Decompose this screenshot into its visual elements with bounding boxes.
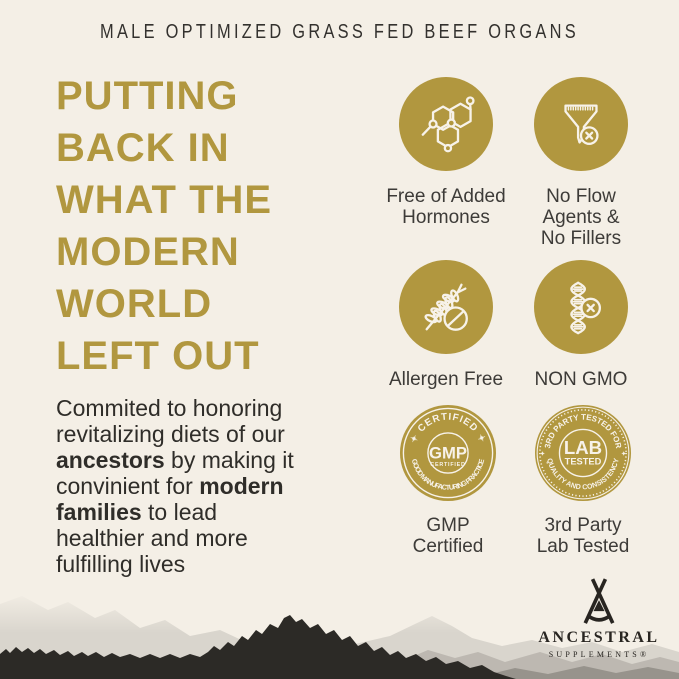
headline-line: WORLD — [56, 282, 213, 326]
badge-label: Allergen Free — [388, 369, 504, 390]
body-line: revitalizing diets of our — [56, 421, 285, 447]
gmp-bottom-arc-text: GOOD MANUFACTURING PRACTICE — [409, 458, 487, 492]
body-copy — [56, 395, 294, 577]
body-line: ancestors by making it — [56, 447, 294, 473]
badge-label: NON GMO — [534, 369, 628, 390]
body-line: fulfilling lives — [56, 551, 186, 577]
badge-label: 3rd Party Lab Tested — [536, 515, 630, 557]
gmp-center-subtext: CERTIFIED — [430, 462, 466, 469]
body-line: Commited to honoring — [56, 395, 283, 421]
lab-center-subtext: TESTED — [564, 456, 602, 467]
funnel-no-icon — [552, 95, 610, 153]
badge-free-of-added-hormones — [381, 77, 511, 228]
brand-logo — [527, 577, 671, 659]
body-line: families to lead — [56, 499, 218, 525]
headline — [56, 70, 272, 382]
headline-line: PUTTING — [56, 74, 239, 118]
badge-circle — [399, 77, 493, 171]
header-title: MALE OPTIMIZED GRASS FED BEEF ORGANS — [100, 21, 579, 43]
badge-label: GMP Certified — [412, 515, 484, 557]
badge-label: No Flow Agents & No Fillers — [540, 186, 622, 249]
lab-center-text: LAB — [563, 436, 603, 458]
lab-left-separator: ✦ — [539, 450, 546, 458]
badge-lab-tested — [518, 404, 648, 557]
dna-no-icon — [552, 278, 610, 336]
gmp-seal — [399, 404, 497, 502]
badge-non-gmo — [516, 260, 646, 390]
teepee-icon — [577, 577, 621, 627]
molecule-icon — [417, 95, 475, 153]
lab-top-arc-text: 3RD PARTY TESTED FOR — [543, 412, 624, 450]
lab-seal — [534, 404, 632, 502]
badge-circle — [534, 77, 628, 171]
badge-no-flow-agents — [516, 77, 646, 249]
body-line: convinient for modern — [56, 473, 284, 499]
lab-bottom-arc-text: QUALITY AND CONSISTENCY — [545, 457, 621, 492]
badge-label: Free of Added Hormones — [386, 186, 506, 228]
badge-circle — [399, 260, 493, 354]
gmp-center-text: GMP — [429, 443, 467, 463]
headline-line: WHAT THE — [56, 178, 273, 222]
brand-subtitle: SUPPLEMENTS® — [548, 650, 650, 659]
badge-gmp-certified — [383, 404, 513, 557]
gmp-top-arc-text: ✦ CERTIFIED ✦ — [408, 411, 488, 446]
brand-name: ANCESTRAL — [538, 629, 660, 646]
headline-line: LEFT OUT — [56, 334, 260, 378]
lab-right-separator: ✦ — [620, 450, 627, 458]
badge-circle — [534, 260, 628, 354]
headline-line: MODERN — [56, 230, 240, 274]
headline-line: BACK IN — [56, 126, 230, 170]
body-line: healthier and more — [56, 525, 248, 551]
wheat-no-icon — [417, 278, 475, 336]
badge-allergen-free — [381, 260, 511, 390]
